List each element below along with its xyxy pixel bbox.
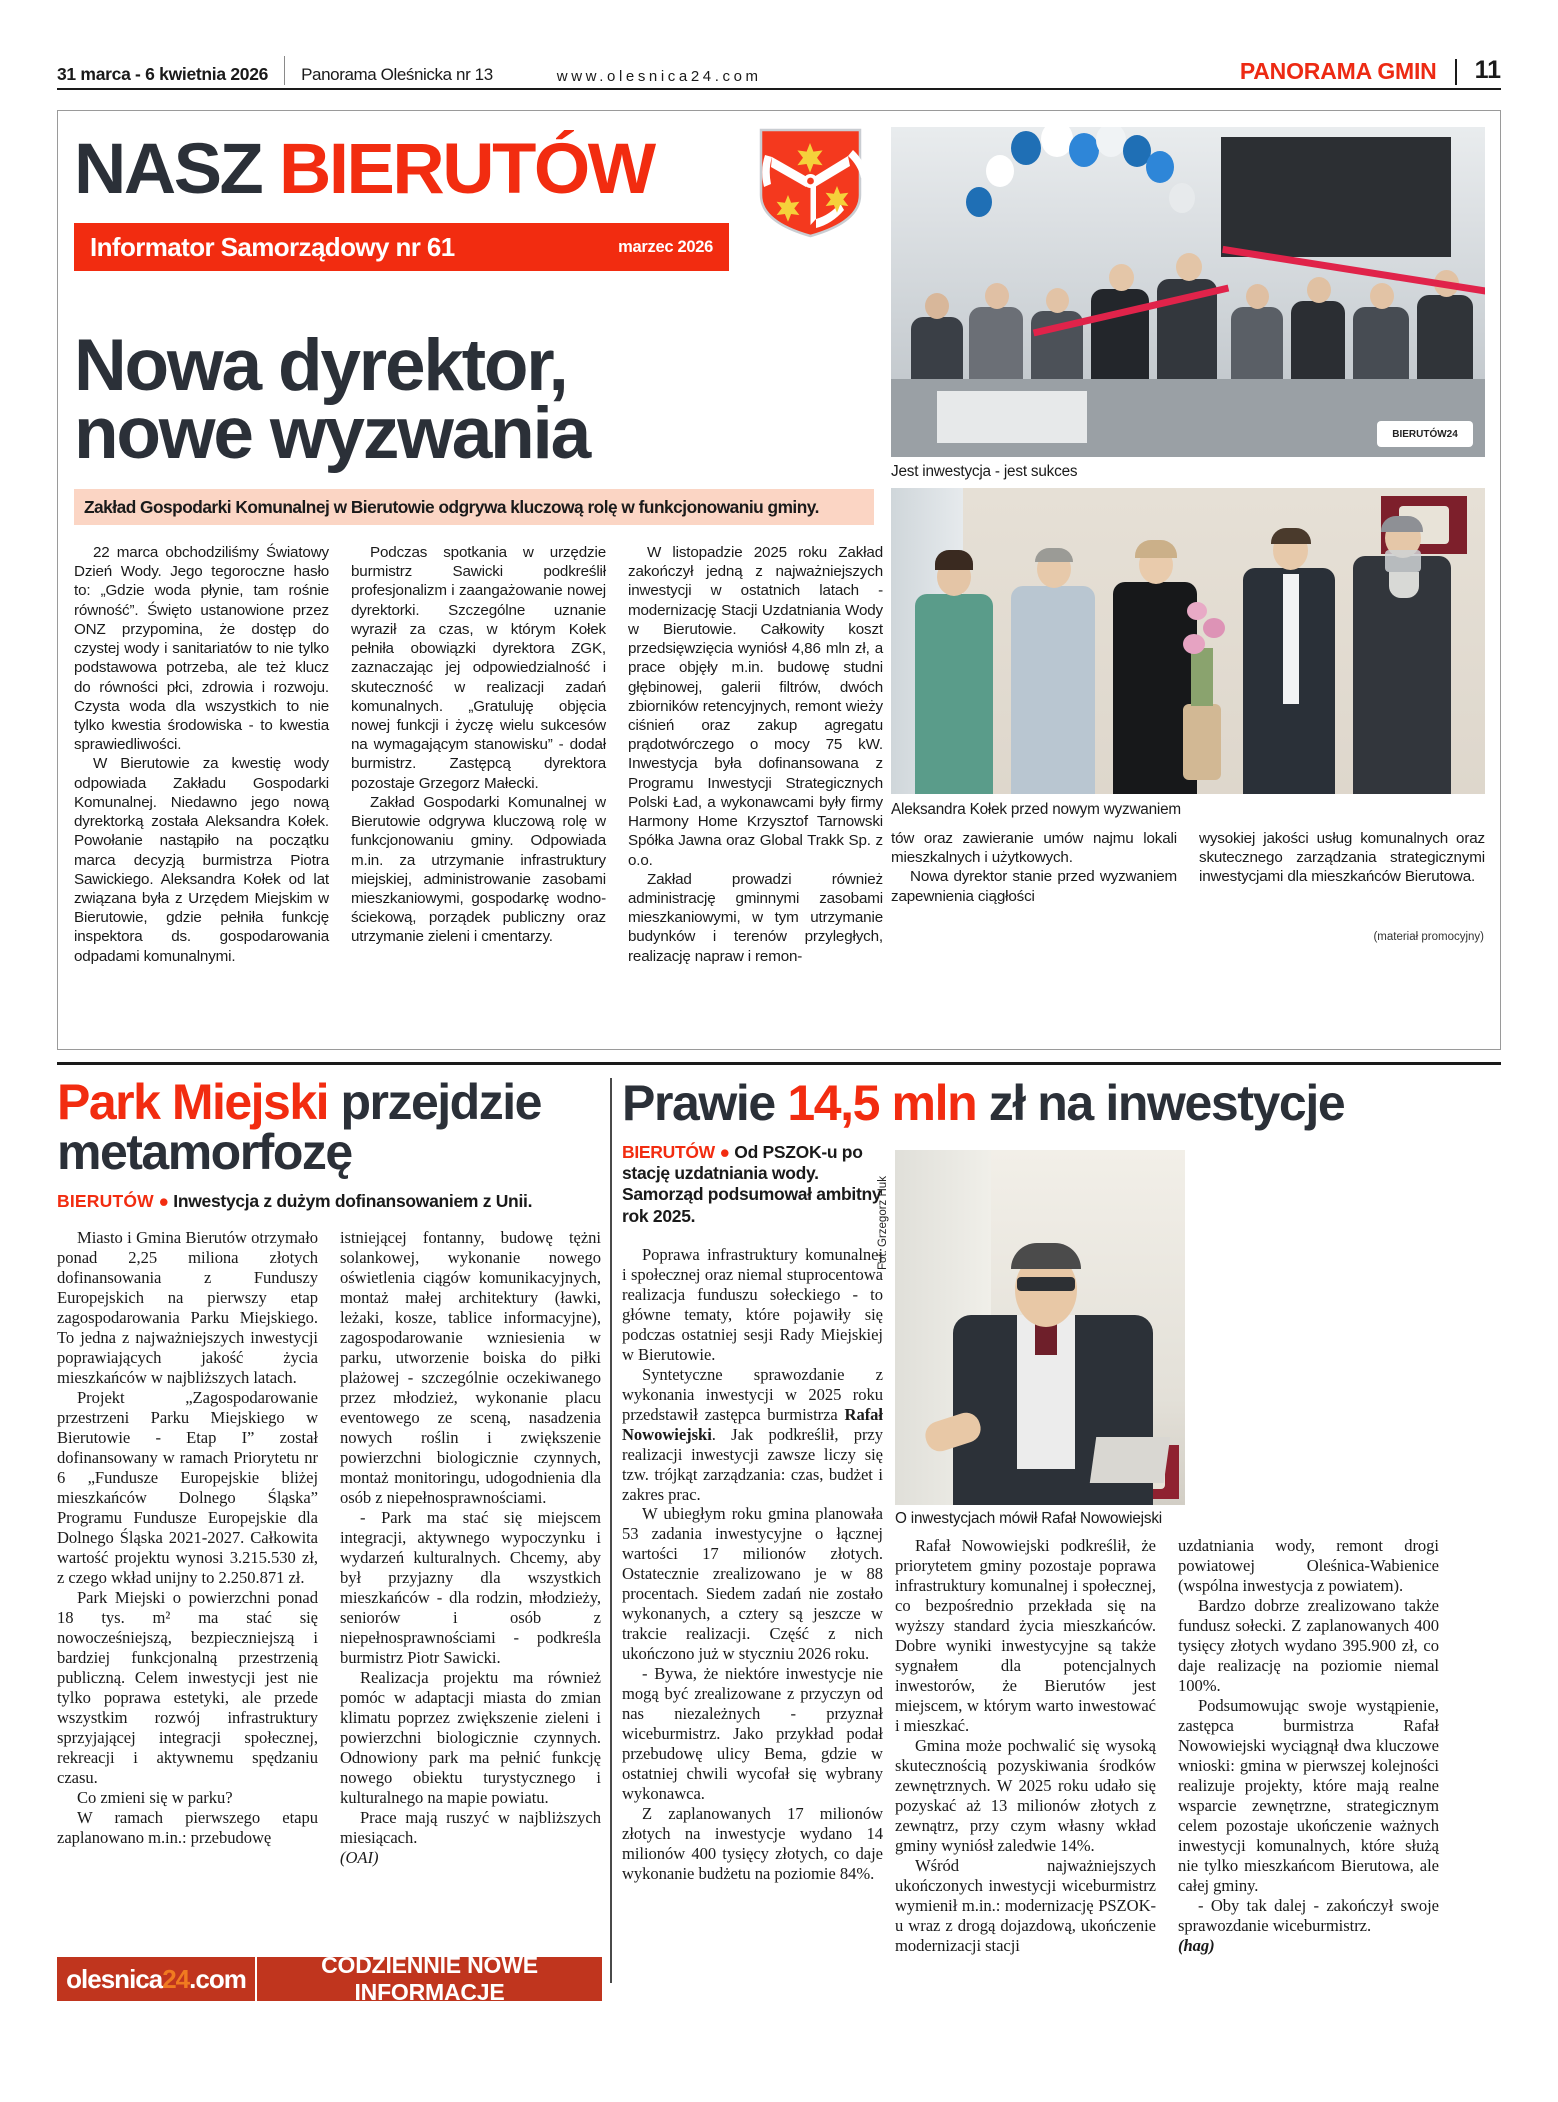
photo-group-portrait (891, 488, 1485, 794)
paragraph: W ramach pierwszego etapu zaplanowano m.in.: przebudowę (57, 1807, 318, 1847)
article-inwestycje-kicker (622, 1142, 883, 1227)
kicker-text: Inwestycja z dużym dofinansowaniem z Unii. (173, 1191, 533, 1211)
photo-caption-2: Aleksandra Kołek przed nowym wyzwaniem (891, 801, 1181, 818)
headline-highlight: Park Miejski (57, 1074, 329, 1130)
paragraph (622, 1365, 883, 1505)
paragraph-part-a: Syntetyczne sprawozdanie z wykonania inwestycji w 2025 roku przedstawił zastępca burmistrza (622, 1364, 883, 1424)
paragraph: 22 marca obchodziliśmy Światowy Dzień Wody. Jego tegoroczne hasło to: „Gdzie woda płynie, tam rośnie równość”. Święto ustanowione przez ONZ przypomina, że dostęp do czystej wody i sanitariatów to nie tylko podstawowa potrzeba, ale też klucz do równości płci, zdrowia i rozwoju. Czysta woda dla wszystkich to nie tylko kwestia środowiska - to kwestia sprawiedliwości. (74, 544, 329, 754)
kicker-location: BIERUTÓW (57, 1191, 154, 1211)
issue-date: 31 marca - 6 kwietnia 2026 (57, 64, 269, 84)
promo-column-2 (351, 543, 606, 946)
paragraph: Miasto i Gmina Bierutów otrzymało ponad 2,25 miliona złotych dofinansowania z Funduszy Europejskich na pierwszy etap zagospodarowania Parku Miejskiego. To jedna z najważniejszych inwestycji poprawiających jakość życia mieszkańców w najbliższych latach. (57, 1228, 318, 1388)
paragraph: istniejącej fontanny, budowę tężni solankowej, wykonanie nowego oświetlenia ciągów komunikacyjnych, montaż małej architektury (ławki, leżaki, kosze, tablice informacyjne), zagospodarowanie wzniesienia w parku, utworzenie boiska do piłki plażowej - szczególnie oczekiwanego przez młodzież, wykonanie placu eventowego ze sceną, nasadzenia nowych roślin i zwiększenie powierzchni biologicznie czynnych, montaż monitoringu, udogodnienia dla osób z niepełnosprawnościami. (340, 1228, 601, 1507)
article-park-column-2 (340, 1228, 601, 1868)
paragraph: Park Miejski o powierzchni ponad 18 tys. m² ma stać się nowocześniejszą, bezpieczniejszą i bardziej funkcjonalną przestrzenią publiczną. Celem inwestycji jest nie tylko poprawa estetyki, ale przede wszystkim rozwój infrastruktury sprzyjającej integracji społecznej, rekreacji i aktywnemu spędzaniu czasu. (57, 1587, 318, 1787)
article-inwestycje-tail (895, 1536, 1501, 1956)
article-inwestycje-column-1 (622, 1142, 883, 1884)
promo-column-1 (74, 543, 329, 965)
bullet-icon: ● (158, 1191, 169, 1211)
paragraph: - Oby tak dalej - zakończył swoje sprawozdanie wiceburmistrz. (1178, 1895, 1439, 1935)
photo-ribbon-cutting: BIERUTÓW24 (891, 127, 1485, 457)
paragraph: Zakład Gospodarki Komunalnej w Bierutowie odgrywa kluczową rolę w funkcjonowaniu gminy. Odpowiada m.in. za utrzymanie infrastruktury miejskiej, administrowanie zasobami mieszkaniowymi, gospodarkę wodno-ściekową, porządek publiczny oraz utrzymanie zieleni i cmentarzy. (351, 793, 606, 946)
section-title: PANORAMA GMIN (1239, 58, 1437, 84)
header-divider (284, 56, 285, 85)
masthead-word-nasz: NASZ (74, 130, 262, 209)
paragraph: uzdatniania wody, remont drogi powiatowej Oleśnica-Wabienice (wspólna inwestycja z powiatem). (1178, 1536, 1439, 1595)
promo-article-box (57, 110, 1501, 1050)
promo-tail-columns (891, 829, 1485, 906)
running-head (57, 56, 1501, 90)
paragraph: Z zaplanowanych 17 milionów złotych na inwestycje wydano 14 milionów 400 tysięcy złotych, co daje wykonanie budżetu na poziomie 84%. (622, 1804, 883, 1884)
article-park-column-1 (57, 1228, 318, 1868)
paragraph: - Park ma stać się miejscem integracji, aktywnego wypoczynku i wydarzeń kulturalnych. Chcemy, aby był przyjazny dla wszystkich mieszkańców - dla rodzin, młodzieży, seniorów i osób z niepełnosprawnościami - podkreśla burmistrz Piotr Sawicki. (340, 1507, 601, 1667)
article-inwestycje-column-3 (1178, 1536, 1439, 1956)
person-name: Rafał Nowowiejski (622, 1404, 883, 1444)
photo-caption-1: Jest inwestycja - jest sukces (891, 463, 1078, 480)
paragraph: Nowa dyrektor stanie przed wyzwaniem zapewnienia ciągłości (891, 868, 1177, 905)
section-rule (57, 1062, 1501, 1065)
promo-columns (74, 543, 884, 965)
article-inwestycje-headline (622, 1075, 1501, 1131)
paragraph: Projekt „Zagospodarowanie przestrzeni Parku Miejskiego w Bierutowie - Etap I” został dofinansowany w ramach Priorytetu nr 6 „Fundusze Europejskie bliżej mieszkańców Dolnego Śląska” Programu Fundusze Europejskie dla Dolnego Śląska 2021-2027. Całkowita wartość projektu wynosi 3.215.530 zł, z czego wkład unijny to 2.250.871 zł. (57, 1388, 318, 1587)
logo-text-a: olesnica (66, 1963, 163, 1994)
header-divider-2 (1455, 59, 1457, 85)
paragraph: wysokiej jakości usług komunalnych oraz skutecznego zarządzania strategicznymi inwestycjami dla mieszkańców Bierutowa. (1199, 830, 1485, 886)
paper-title: Panorama Oleśnicka nr 13 (301, 65, 493, 84)
paragraph: Co zmieni się w parku? (77, 1787, 233, 1807)
logo-text-num: 24 (162, 1963, 190, 1994)
headline-post: zł na inwestycje (976, 1075, 1345, 1131)
headline-rest: przejdzie metamorfozę (57, 1074, 541, 1180)
paragraph: Bardzo dobrze zrealizowano także fundusz sołecki. Z zaplanowanych 400 tysięcy złotych wydano 395.900 zł, co daje realizację na poziomie niemal 100%. (1178, 1595, 1439, 1695)
website-url[interactable]: www.olesnica24.com (556, 68, 762, 85)
headline-highlight: 14,5 mln (787, 1075, 977, 1131)
article-park-headline (57, 1074, 602, 1180)
promo-column-4 (891, 829, 1177, 906)
ad-slogan: CODZIENNIE NOWE INFORMACJE (321, 1957, 538, 2001)
paragraph: W listopadzie 2025 roku Zakład zakończył jedną z najważniejszych inwestycji w ostatnich latach - modernizację Stacji Uzdatniania Wody w Bierutowie. Całkowity koszt przedsięwzięcia wyniósł 4,86 mln zł, a prace objęły m.in. budowę studni głębinowej, galerii filtrów, dwóch zbiorników retencyjnych, remont wieży ciśnień oraz zakup agregatu prądotwórczego o mocy 75 kW. Inwestycja była dofinansowana z Programu Inwestycji Strategicznych Polski Ład, a wykonawcami były firmy Harmony Home Krzysztof Tarnowski Spółka Jawna oraz Global Trakk Sp. z o.o. (628, 544, 883, 869)
logo-text-b: .com (189, 1963, 246, 1994)
paragraph: - Bywa, że niektóre inwestycje nie mogą być zrealizowane z przyczyn od nas niezależnych - przyznał wiceburmistrz. Jako przykład podał przebudowę ulicy Bema, gdzie w ostatniej chwili wycofał się wybrany wykonawca. (622, 1664, 883, 1804)
paragraph: Prace mają ruszyć w najbliższych miesiącach. (340, 1807, 601, 1847)
informator-label: Informator Samorządowy nr 61 (90, 231, 455, 262)
paragraph: tów oraz zawieranie umów najmu lokali mieszkalnych i użytkowych. (891, 830, 1177, 867)
paragraph: Zakład prowadzi również administrację gminnymi zasobami mieszkaniowymi, w tym utrzymanie budynków i terenów przyległych, realizację napraw i remon- (628, 870, 883, 965)
headline-pre: Prawie (622, 1075, 788, 1131)
article-park-kicker (57, 1191, 602, 1212)
column-divider-1 (610, 1078, 612, 1983)
photo-rafal-nowowiejski (895, 1150, 1185, 1505)
olesnica24-logo[interactable] (57, 1957, 257, 2001)
kicker-location: BIERUTÓW (622, 1142, 715, 1162)
bierutow-coat-of-arms-icon (758, 127, 863, 239)
informator-bar (74, 223, 729, 271)
paragraph-part-c: . Jak podkreślił, przy realizacji inwestycji zawsze liczy się tzw. trójkąt zarządzania: czas, budżet i zakres prac. (622, 1424, 883, 1504)
article-park-signature: (OAI) (340, 1847, 379, 1867)
paragraph: Rafał Nowowiejski podkreślił, że priorytetem gminy pozostaje poprawa infrastruktury komunalnej i społecznej, co bezpośrednio przekłada się na wyższy standard życia mieszkańców. Dobre wyniki inwestycyjne są także sygnałem dla potencjalnych inwestorów, że Bierutów jest miejscem, w którym warto inwestować i mieszkać. (895, 1536, 1156, 1735)
olesnica24-ad-banner[interactable] (57, 1957, 602, 2001)
paragraph: Gmina może pochwalić się wysoką skutecznością pozyskiwania środków zewnętrznych. W 2025 roku udało się pozyskać aż 13 milionów złotych z zewnątrz, przy czym własny wkład gminy wyniósł zaledwie 14%. (895, 1735, 1156, 1855)
article-park-columns (57, 1228, 602, 1868)
page-number: 11 (1474, 56, 1501, 84)
promo-column-3 (628, 543, 883, 965)
promo-lead-bar (74, 489, 874, 525)
photo-speaker-wrap (877, 1150, 1185, 1505)
paragraph: Wśród najważniejszych ukończonych inwestycji wiceburmistrz wymienił m.in.: modernizację PSZOK-u wraz z drogą dojazdową, ukończenie modernizacji stacji (895, 1855, 1156, 1955)
article-inwestycje-signature: (hag) (1178, 1935, 1215, 1955)
informator-month: marzec 2026 (618, 237, 713, 256)
promo-headline-line1: Nowa dyrektor, (74, 324, 567, 406)
promo-headline (74, 324, 764, 474)
photo-caption-3: O inwestycjach mówił Rafał Nowowiejski (895, 1510, 1162, 1527)
paragraph: Podczas spotkania w urzędzie burmistrz Sawicki podkreślił profesjonalizm i zaangażowanie nowej dyrektorki. Szczególne uznanie wyraził za czas, w którym Kołek pełniła obowiązki dyrektora ZGK, zaznaczając jej odpowiedzialność i skuteczność w realizacji zadań komunalnych. „Gratuluję objęcia nowej funkcji i życzę wielu sukcesów na wymagającym stanowisku” - dodał burmistrz. Zastępcą dyrektora pozostaje Grzegorz Małecki. (351, 544, 606, 792)
photo-credit: Fot. Grzegorz Huk (877, 1176, 889, 1270)
kicker-text: Od PSZOK-u po stację uzdatniania wody. Samorząd podsumował ambitny rok 2025. (622, 1142, 882, 1226)
masthead-word-bierutow: BIERUTÓW (279, 130, 654, 209)
paragraph: Poprawa infrastruktury komunalnej i społecznej oraz niemal stuprocentowa realizacja funduszu sołeckiego - to główne tematy, które pojawiły się podczas ostatniej sesji Rady Miejskiej w Bierutowie. (622, 1244, 883, 1364)
promo-lead-text: Zakład Gospodarki Komunalnej w Bierutowie odgrywa kluczową rolę w funkcjonowaniu gminy. (84, 496, 819, 517)
promo-column-5 (1199, 829, 1485, 906)
bullet-icon: ● (719, 1142, 730, 1162)
article-park-miejski (57, 1074, 602, 1868)
article-inwestycje-column-2 (895, 1536, 1156, 1956)
promo-headline-line2: nowe wyzwania (74, 392, 589, 474)
promo-credit: (materiał promocyjny) (1373, 931, 1484, 943)
paragraph: Podsumowując swoje wystąpienie, zastępca burmistrza Rafał Nowowiejski wyciągnął dwa kluczowe wnioski: gmina w pierwszej kolejności realizuje projekty, które mają realne wsparcie zewnętrzne, strategicznym celem pozostaje ukończenie ważnych inwestycji komunalnych, które służą nie tylko mieszkańcom Bierutowa, ale całej gminy. (1178, 1695, 1439, 1895)
paragraph: W ubiegłym roku gmina planowała 53 zadania inwestycyjne o łącznej wartości 17 milionów złotych. Ostatecznie zrealizowano je w 88 procentach. Siedem zadań nie zostało wykonanych, a cztery są jeszcze w trakcie realizacji. Część z nich ukończono już w styczniu 2026 roku. (622, 1504, 883, 1664)
paragraph: Realizacja projektu ma również pomóc w adaptacji miasta do zmian klimatu poprzez zwiększenie zieleni i powierzchni biologicznie czynnych. Odnowiony park ma pełnić funkcję nowego obiektu turystycznego i kulturalnego na mapie powiatu. (340, 1667, 601, 1807)
masthead (74, 127, 729, 213)
paragraph: W Bierutowie za kwestię wody odpowiada Zakładu Gospodarki Komunalnej. Niedawno jego nową dyrektorką została Aleksandra Kołek. Powołanie nastąpiło na początku marca decyzją burmistrza Piotra Sawickiego. Aleksandra Kołek od lat związana była z Urzędem Miejskim w Bierutowie, gdzie pełniła funkcję inspektora ds. gospodarowania odpadami komunalnymi. (74, 755, 329, 965)
